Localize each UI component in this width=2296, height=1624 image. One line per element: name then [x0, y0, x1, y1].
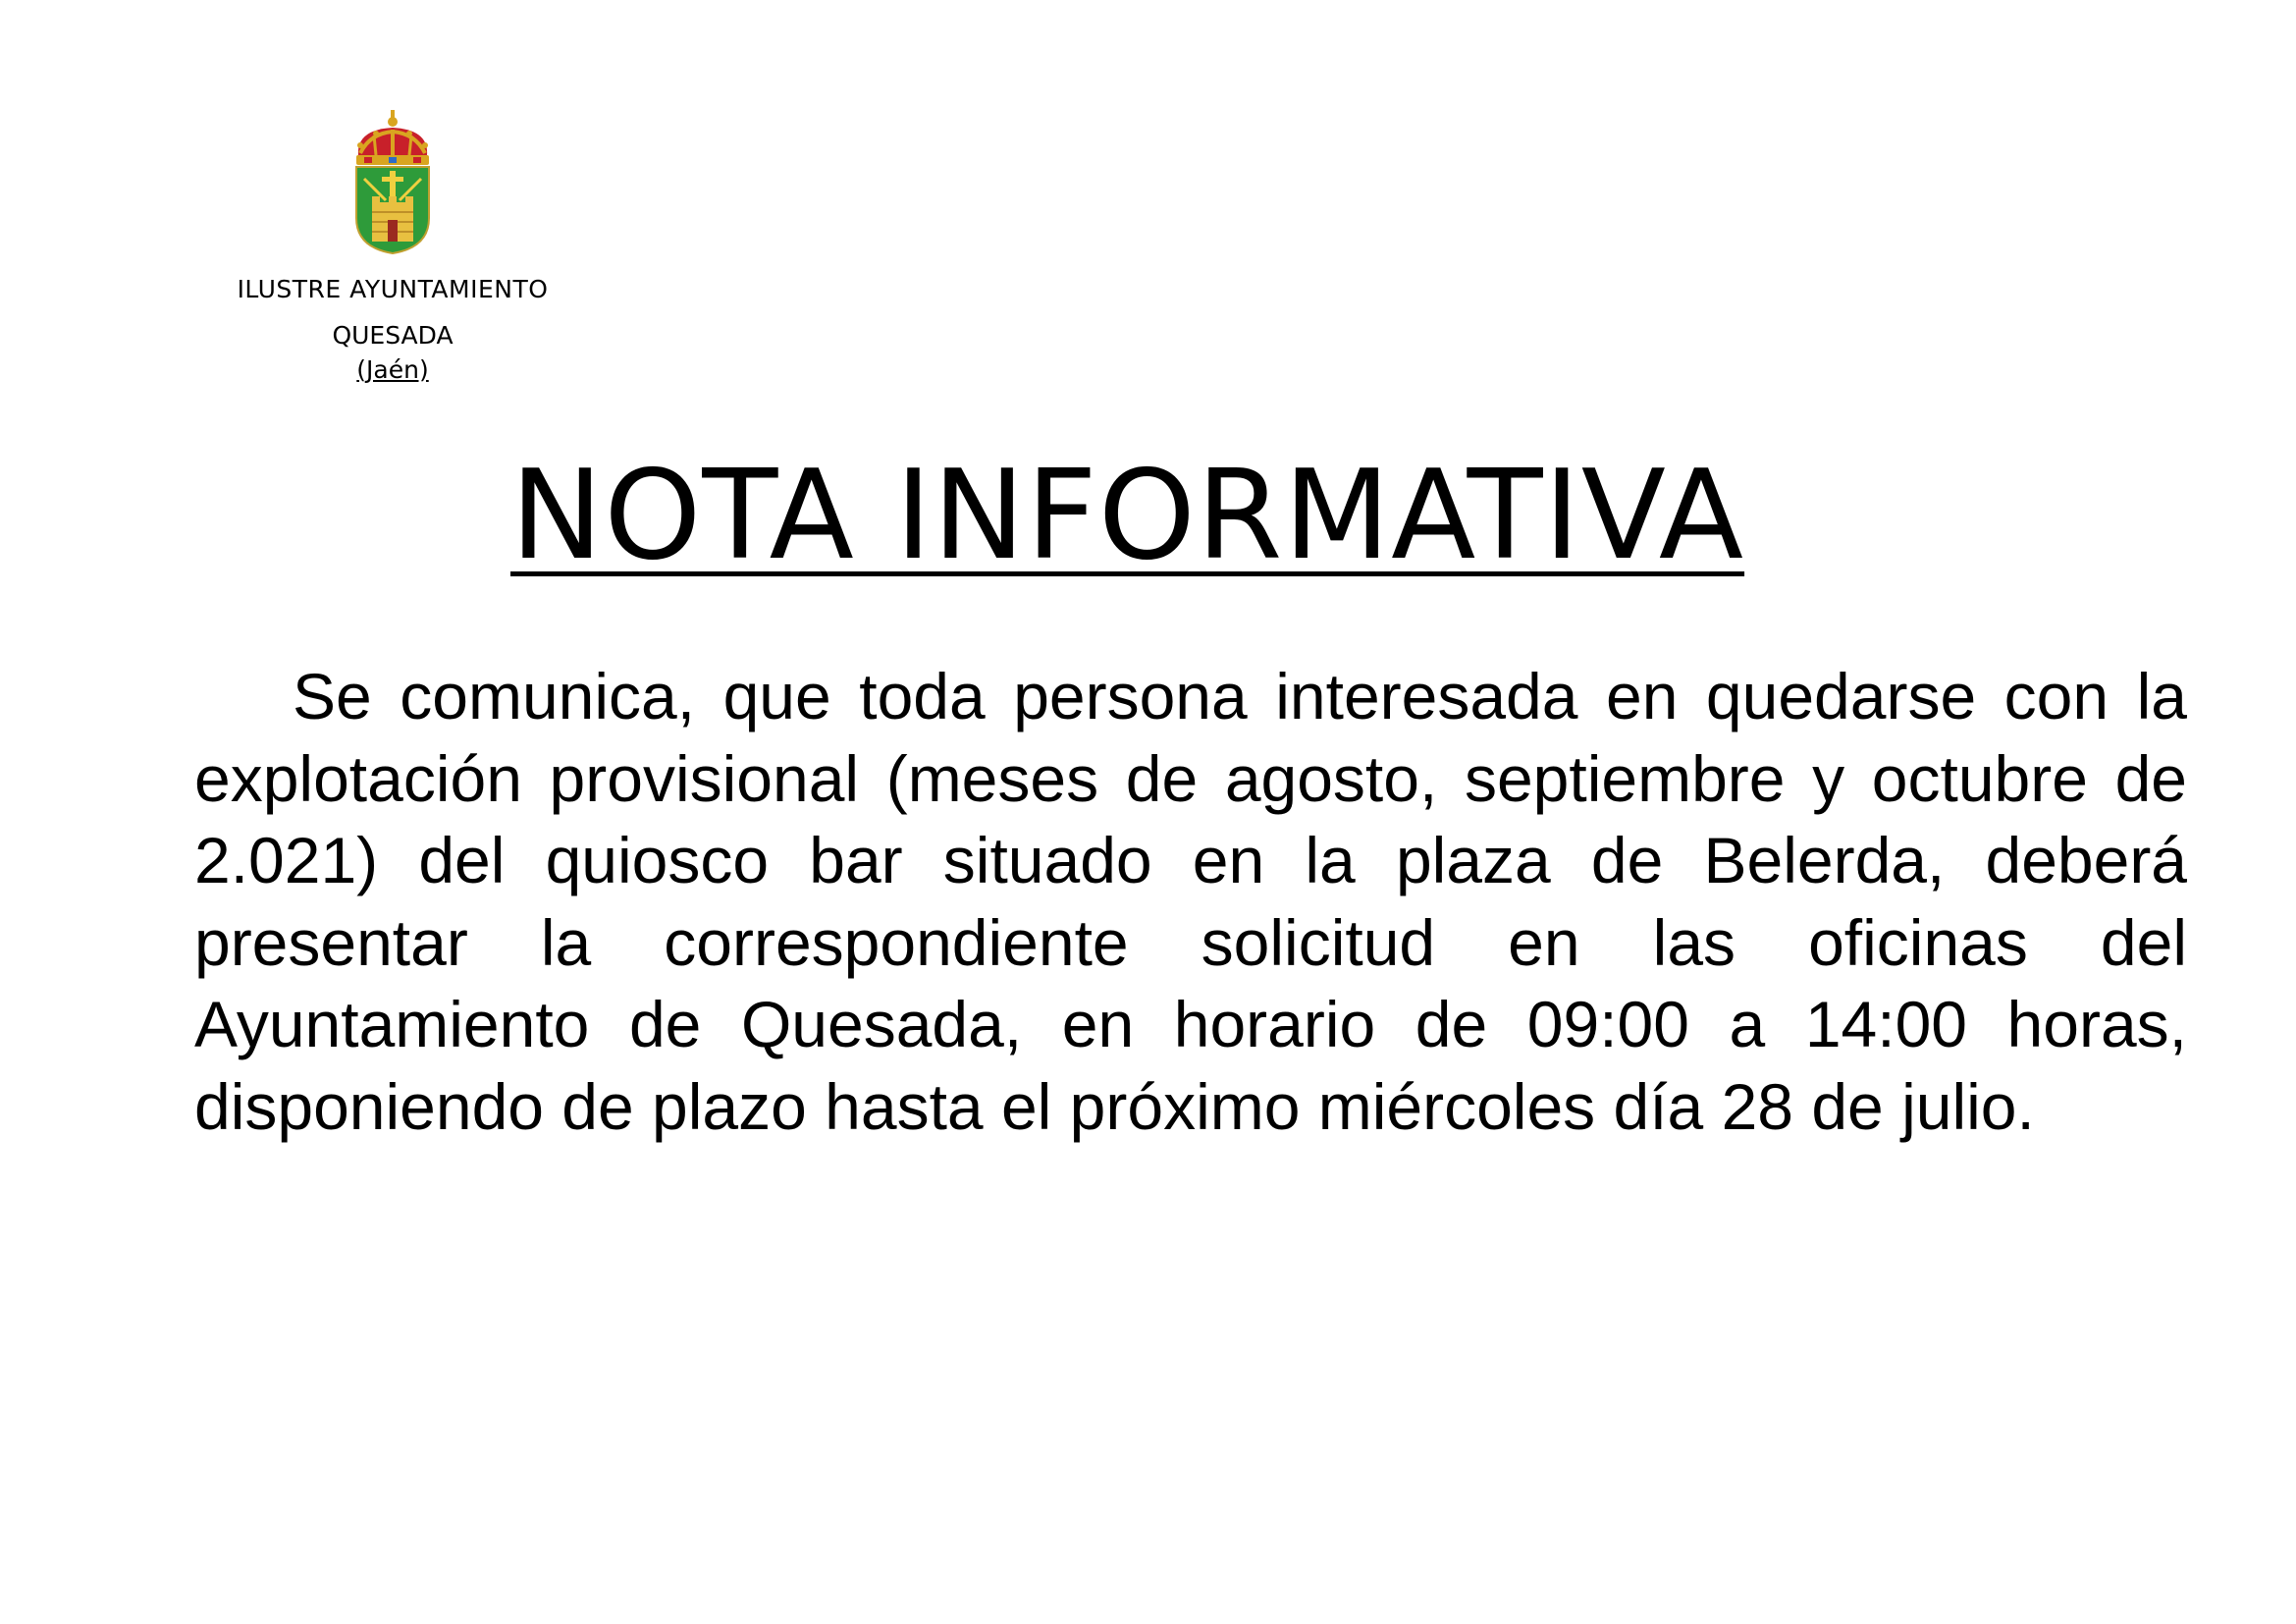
- letterhead-town: QUESADA: [332, 321, 454, 350]
- letterhead-province: (Jaén): [356, 355, 429, 384]
- coat-of-arms-icon: [350, 108, 435, 255]
- letterhead: [196, 108, 589, 385]
- notice-body: Se comunica, que toda persona interesada en quedarse con la explotación provisional (meses de agosto, septiembre y octubre de 2.021) del quiosco bar situado en la plaza de Belerda, deberá presentar la correspondiente solicitud en las oficinas del Ayuntamiento de Quesada, en horario de 09:00 a 14:00 horas, disponiendo de plazo hasta el próximo miércoles día 28 de julio.: [194, 660, 2187, 1143]
- page-title: NOTA INFORMATIVA: [510, 443, 1745, 587]
- letterhead-institution: ILUSTRE AYUNTAMIENTO: [237, 275, 549, 303]
